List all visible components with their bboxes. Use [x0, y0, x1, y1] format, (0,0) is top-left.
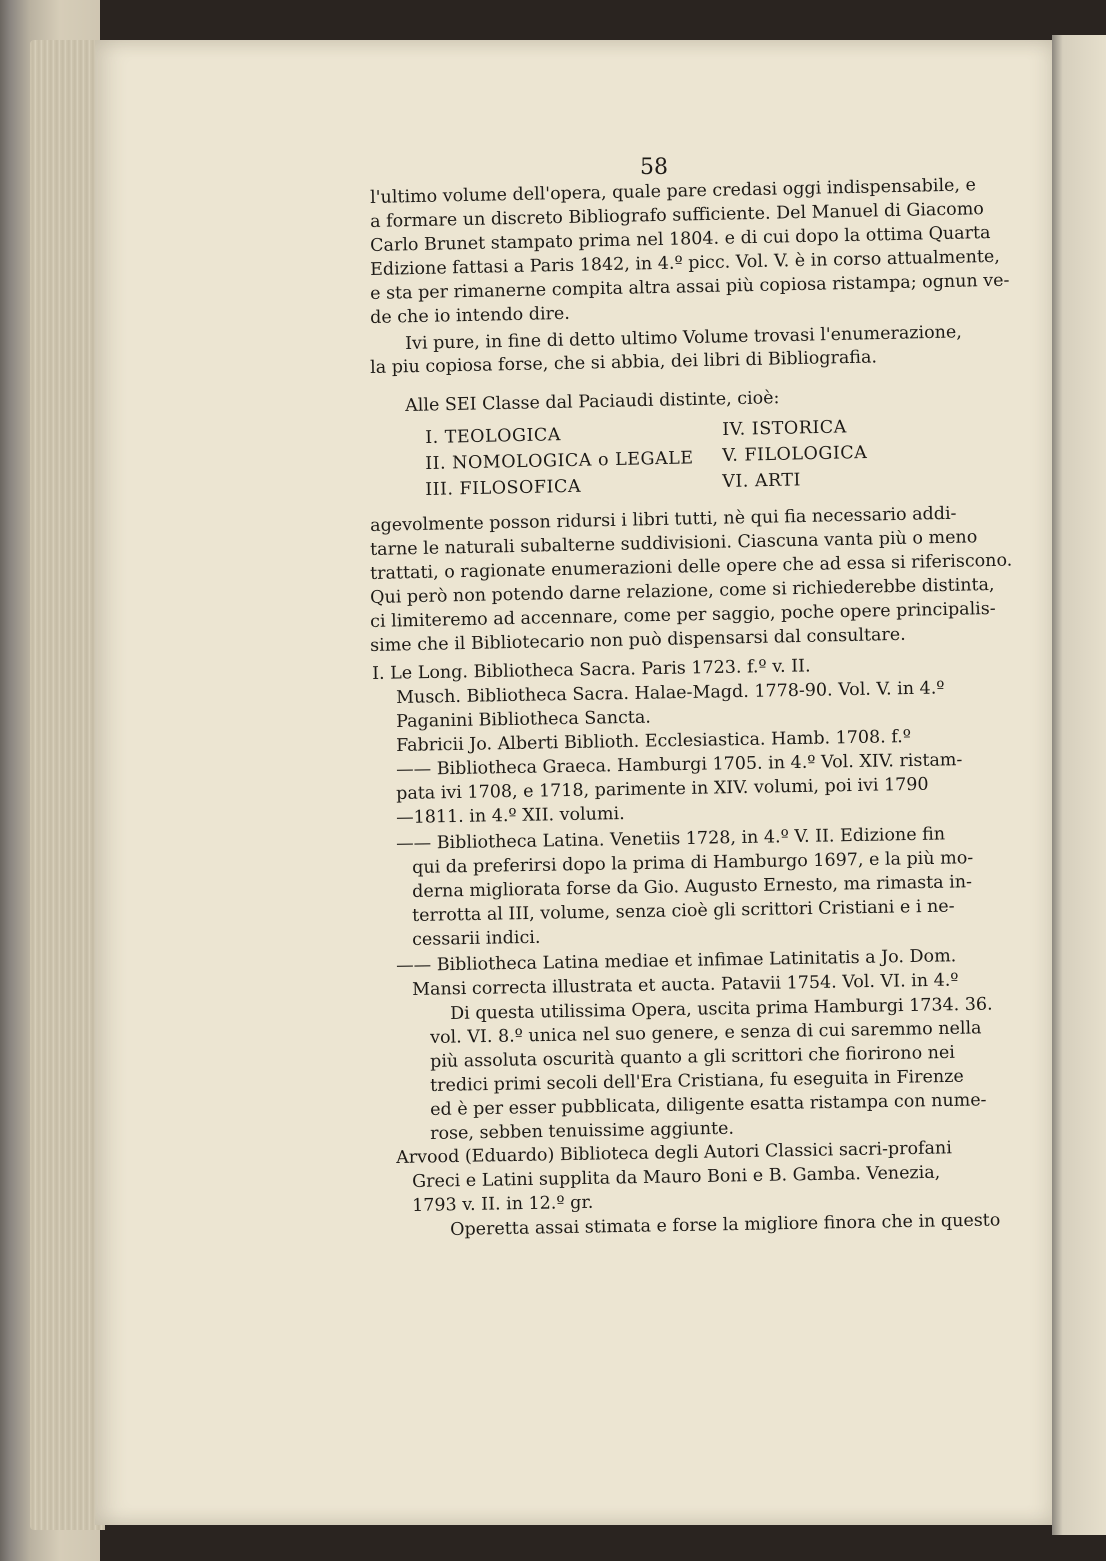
class-item: II. NOMOLOGICA o LEGALE — [425, 448, 694, 474]
entry-line: Musch. Bibliotheca Sacra. Halae-Magd. 1778-90. Vol. V. in 4.º — [396, 678, 945, 708]
text-line: ci limiteremo ad accennare, come per saggio, poche opere principalis- — [369, 598, 996, 632]
entry-line: —— Bibliotheca Latina mediae et infimae Latinitatis a Jo. Dom. — [396, 946, 957, 976]
entry-line: —— Bibliotheca Graeca. Hamburgi 1705. in 4.º Vol. XIV. ristam- — [396, 750, 963, 780]
entry-line: Arvood (Eduardo) Biblioteca degli Autori Classici sacri-profani — [396, 1138, 953, 1168]
text-line: e sta per rimanerne compita altra assai più copiosa ristampa; ognun ve- — [369, 270, 1010, 304]
entry-line: Fabricii Jo. Alberti Biblioth. Ecclesiastica. Hamb. 1708. f.º — [396, 727, 912, 756]
next-page-edge — [1052, 35, 1106, 1535]
entry-line: qui da preferirsi dopo la prima di Hamburgo 1697, e la più mo- — [412, 848, 974, 878]
entry-line: Greci e Latini supplita da Mauro Boni e B. Gamba. Venezia, — [412, 1162, 941, 1192]
entry-line: 1793 v. II. in 12.º gr. — [412, 1192, 594, 1216]
entry-line: Operetta assai stimata e forse la migliore finora che in questo — [450, 1210, 1001, 1240]
text-line: de che io intendo dire. — [369, 303, 571, 328]
entry-line: Di questa utilissima Opera, uscita prima Hamburgi 1734. 36. — [450, 994, 993, 1024]
text-line: Carlo Brunet stampato prima nel 1804. e di cui dopo la ottima Quarta — [369, 223, 991, 256]
text-line: trattati, o ragionate enumerazioni delle opere che ad essa si riferiscono. — [369, 550, 1013, 584]
entry-line: ed è per esser pubblicata, diligente esatta ristampa con nume- — [430, 1090, 987, 1120]
page-number: 58 — [640, 155, 668, 180]
entry-line: rose, sebben tenuissime aggiunte. — [430, 1118, 735, 1144]
class-item: V. FILOLOGICA — [722, 442, 868, 466]
entry-line: Mansi correcta illustrata et aucta. Patavii 1754. Vol. VI. in 4.º — [412, 970, 959, 1000]
text-line: Edizione fattasi a Paris 1842, in 4.º picc. Vol. V. è in corso attualmente, — [369, 246, 1001, 280]
entry-line: tredici primi secoli dell'Era Cristiana, fu eseguita in Firenze — [430, 1066, 964, 1096]
entry-line: pata ivi 1708, e 1718, parimente in XIV. volumi, poi ivi 1790 — [396, 774, 929, 804]
text-line: l'ultimo volume dell'opera, quale pare credasi oggi indispensabile, e — [369, 175, 977, 208]
entry-line: —1811. in 4.º XII. volumi. — [396, 804, 625, 828]
page-stack — [30, 40, 105, 1530]
text-line: Qui però non potendo darne relazione, come si richiederebbe distinta, — [369, 574, 995, 608]
entry-line: cessarii indici. — [412, 927, 541, 950]
text-line: a formare un discreto Bibliografo sufficiente. Del Manuel di Giacomo — [369, 199, 985, 232]
class-item: III. FILOSOFICA — [425, 476, 582, 500]
text-line: agevolmente posson ridursi i libri tutti, nè qui fia necessario addi- — [369, 503, 957, 536]
text-line: tarne le naturali subalterne suddivisioni. Ciascuna vanta più o meno — [369, 527, 978, 560]
entry-line: I. Le Long. Bibliotheca Sacra. Paris 1723. f.º v. II. — [372, 656, 811, 684]
entry-line: —— Bibliotheca Latina. Venetiis 1728, in 4.º V. II. Edizione fin — [396, 824, 946, 854]
text-line: sime che il Bibliotecario non può dispensarsi dal consultare. — [369, 624, 906, 656]
entry-line: derna migliorata forse da Gio. Augusto Ernesto, ma rimasta in- — [412, 872, 973, 902]
class-item: VI. ARTI — [722, 470, 802, 492]
text-line: Ivi pure, in fine di detto ultimo Volume trovasi l'enumerazione, — [404, 322, 963, 354]
entry-line: terrotta al III, volume, senza cioè gli scrittori Cristiani e i ne- — [412, 896, 955, 926]
entry-line: più assoluta oscurità quanto a gli scrittori che fiorirono nei — [430, 1042, 956, 1072]
classes-intro: Alle SEI Classe dal Paciaudi distinte, cioè: — [404, 388, 780, 416]
class-item: IV. ISTORICA — [722, 417, 848, 440]
entry-line: vol. VI. 8.º unica nel suo genere, e senza di cui saremmo nella — [430, 1018, 982, 1048]
entry-line: Paganini Bibliotheca Sancta. — [396, 707, 652, 732]
class-item: I. TEOLOGICA — [425, 425, 562, 448]
text-line: la piu copiosa forse, che si abbia, dei libri di Bibliografia. — [369, 347, 878, 378]
